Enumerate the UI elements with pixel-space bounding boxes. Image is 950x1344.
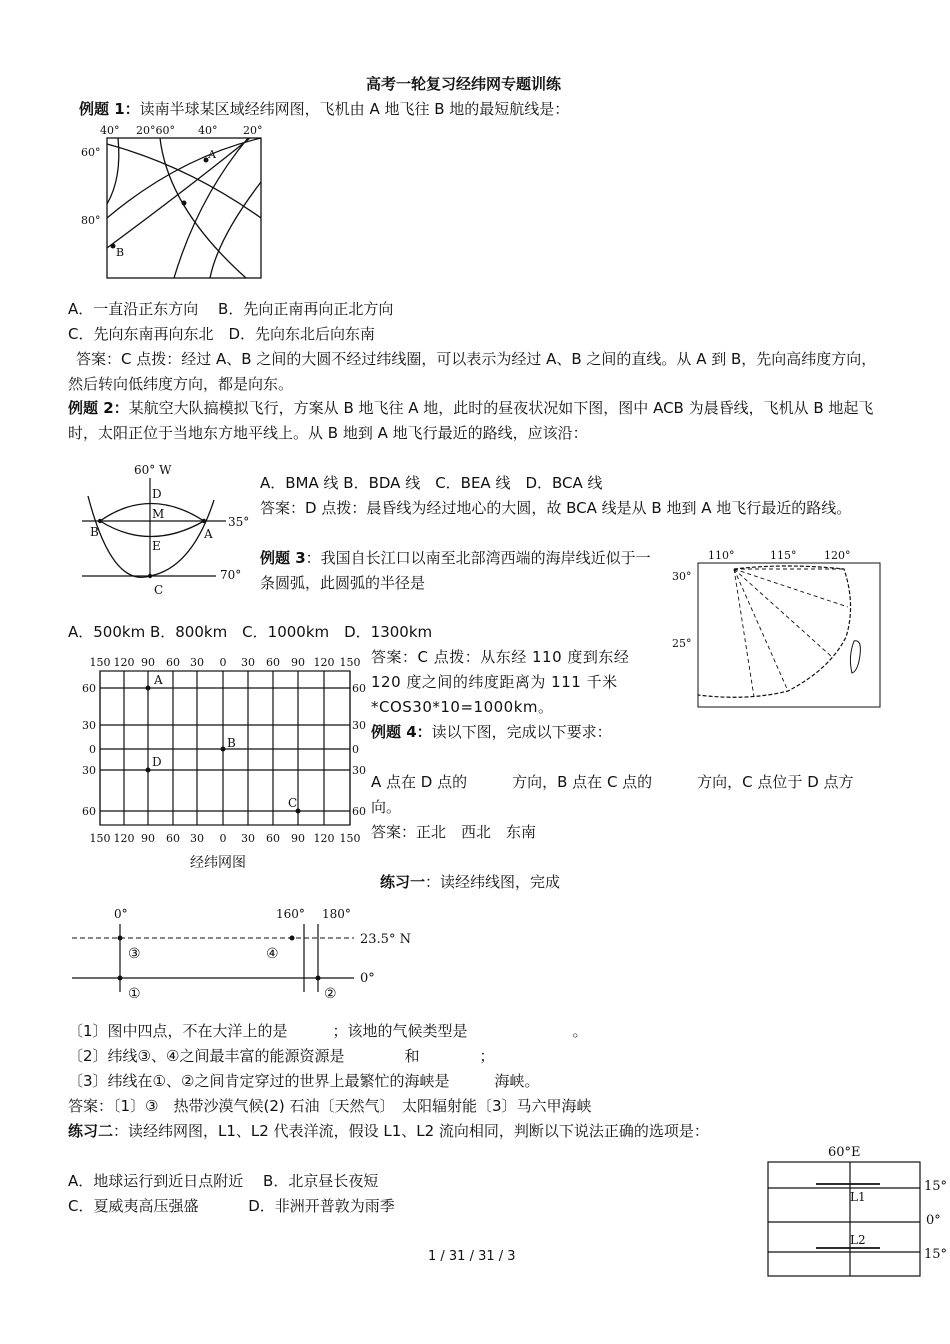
grid-lon-label-bottom: 90 bbox=[141, 832, 155, 845]
grid-caption: 经纬网图 bbox=[190, 855, 246, 871]
ex3-radius bbox=[734, 569, 832, 657]
grid-lat-label-right: 0 bbox=[352, 743, 359, 756]
ex2-label: C bbox=[154, 583, 164, 597]
practice-1-q2: 〔2〕纬线③、④之间最丰富的能源资源是 和 ； bbox=[68, 1047, 495, 1065]
grid-lon-label-top: 30 bbox=[241, 656, 255, 669]
example-1-options-2: C．先向东南再向东北 D．先向东北后向东南 bbox=[68, 325, 376, 343]
p1-point-2 bbox=[316, 976, 321, 981]
p1-lon-160: 160° bbox=[276, 907, 305, 921]
practice-2-text: ：读经纬网图，L1、L2 代表洋流，假设 L1、L2 流向相同，判断以下说法正确的选项是： bbox=[113, 1122, 709, 1140]
ex1-lon-label: 20° bbox=[243, 124, 263, 137]
ex2-label: 70° bbox=[220, 568, 242, 582]
example-4-answer: 答案：正北 西北 东南 bbox=[371, 823, 537, 841]
example-4-label: 例题 4： bbox=[371, 723, 432, 741]
ex1-point-label: A bbox=[208, 148, 216, 161]
grid-lon-label-bottom: 120 bbox=[113, 832, 135, 845]
grid-lon-label-top: 120 bbox=[113, 656, 135, 669]
ex1-lat-label: 80° bbox=[81, 214, 101, 227]
grid-lat-label-right: 30 bbox=[352, 719, 366, 732]
grid-point-a bbox=[146, 686, 151, 691]
grid-lon-label-bottom: 150 bbox=[89, 832, 111, 845]
ex2-point-a bbox=[202, 519, 206, 523]
example-2-options: A．BMA 线 B．BDA 线 C．BEA 线 D．BCA 线 bbox=[260, 474, 603, 492]
p2-lat-label: 0° bbox=[926, 1213, 941, 1228]
ex2-label: M bbox=[152, 507, 165, 521]
ex1-parallel bbox=[107, 144, 261, 218]
ex2-label: A bbox=[204, 527, 213, 541]
ex1-point-b bbox=[111, 244, 116, 249]
grid-lat-label-left: 0 bbox=[89, 743, 96, 756]
example-3-options: A．500km B．800km C．1000km D．1300km bbox=[68, 623, 433, 641]
grid-lon-label-top: 60 bbox=[166, 656, 180, 669]
example-4-text: 读以下图，完成以下要求： bbox=[431, 723, 612, 741]
p1-lat-tropic: 23.5° N bbox=[360, 932, 411, 947]
grid-lat-label-left: 30 bbox=[82, 719, 96, 732]
grid-lon-label-bottom: 60 bbox=[266, 832, 280, 845]
grid-lon-label-bottom: 30 bbox=[241, 832, 255, 845]
example-3-label: 例题 3 bbox=[260, 549, 306, 567]
grid-lon-label-top: 0 bbox=[219, 656, 227, 669]
grid-lon-label-top: 60 bbox=[266, 656, 280, 669]
grid-lon-label-top: 90 bbox=[141, 656, 155, 669]
ex3-radius bbox=[734, 569, 754, 697]
practice-1-figure bbox=[72, 900, 432, 1004]
example-4-question bbox=[371, 721, 612, 743]
practice-1-question bbox=[380, 871, 560, 893]
practice-2-label: 练习二 bbox=[68, 1122, 114, 1140]
ex1-frame bbox=[107, 138, 261, 278]
practice-1-label: 练习一 bbox=[380, 873, 426, 891]
ex3-lat-label: 25° bbox=[672, 637, 692, 650]
p2-lon-label: 60°E bbox=[828, 1145, 861, 1160]
grid-lat-label-right: 60 bbox=[352, 805, 366, 818]
grid-lon-label-top: 30 bbox=[190, 656, 204, 669]
ex1-lon-label: 40° bbox=[100, 124, 120, 137]
example-2-figure bbox=[82, 458, 254, 598]
example-1-label: 例题 1： bbox=[79, 100, 140, 118]
grid-point-label: A bbox=[154, 673, 163, 687]
ex2-label: E bbox=[152, 539, 161, 553]
ex3-coastline bbox=[698, 566, 851, 697]
p1-lat-equator: 0° bbox=[360, 971, 375, 986]
ex3-radius bbox=[734, 569, 848, 607]
ex1-center-point bbox=[182, 201, 187, 206]
practice-2-question bbox=[68, 1120, 709, 1142]
p1-lon-0: 0° bbox=[114, 907, 128, 921]
grid-lon-label-bottom: 60 bbox=[166, 832, 180, 845]
example-1-answer: 答案：C 点拨：经过 A、B 之间的大圆不经过纬线圈，可以表示为经过 A、B 之间的直线。从 A 到 B，先向高纬度方向，然后转向低纬度方向，都是向东。 bbox=[68, 350, 877, 393]
grid-point-b bbox=[221, 747, 226, 752]
ex1-lon-label: 20°60° bbox=[136, 124, 175, 137]
grid-lon-label-bottom: 150 bbox=[339, 832, 361, 845]
example-1-figure bbox=[78, 118, 278, 288]
p1-mark-2: ② bbox=[324, 986, 337, 1002]
ex1-meridian bbox=[210, 182, 261, 278]
grid-point-label: D bbox=[152, 755, 162, 769]
grid-lon-label-bottom: 30 bbox=[190, 832, 204, 845]
example-1-text: 读南半球某区域经纬网图，飞机由 A 地飞往 B 地的最短航线是： bbox=[139, 100, 570, 118]
example-2-text: 某航空大队搞模拟飞行，方案从 B 地飞往 A 地，此时的昼夜状况如下图，图中 ACB 为晨昏线，飞机从 B 地起飞时，太阳正位于当地东方地平线上。从 B 地到 A 地飞行最近的路线，应该沿： bbox=[68, 399, 874, 442]
ex3-lat-label: 30° bbox=[672, 570, 692, 583]
grid-lat-label-right: 30 bbox=[352, 764, 366, 777]
p2-lat-label: 15° bbox=[924, 1179, 948, 1194]
ex1-meridian bbox=[107, 138, 119, 204]
ex1-lon-label: 40° bbox=[198, 124, 218, 137]
ex3-frame bbox=[698, 563, 880, 707]
grid-lat-label-right: 60 bbox=[352, 682, 366, 695]
page-footer: 1 / 31 / 31 / 3 bbox=[428, 1249, 516, 1264]
grid-lon-label-top: 150 bbox=[89, 656, 111, 669]
grid-lon-label-bottom: 0 bbox=[219, 832, 227, 845]
grid-lat-label-left: 60 bbox=[82, 805, 96, 818]
practice-1-q3: 〔3〕纬线在①、②之间肯定穿过的世界上最繁忙的海峡是 海峡。 bbox=[68, 1072, 540, 1090]
example-4-blanks: A 点在 D 点的 方向，B 点在 C 点的 方向，C 点位于 D 点方向。 bbox=[371, 773, 854, 816]
p2-lat-label: 15° bbox=[924, 1247, 948, 1262]
ex2-point-b bbox=[98, 519, 102, 523]
ex2-point-c bbox=[148, 574, 152, 578]
example-1-options-1: A．一直沿正东方向 B．先向正南再向正北方向 bbox=[68, 300, 394, 318]
grid-lon-label-top: 90 bbox=[291, 656, 305, 669]
practice-2-options-2: C．夏威夷高压强盛 D．非洲开普敦为雨季 bbox=[68, 1197, 395, 1215]
grid-lat-label-left: 60 bbox=[82, 682, 96, 695]
example-3-figure bbox=[668, 545, 884, 713]
ex3-lon-label: 115° bbox=[770, 549, 797, 562]
p1-point-3 bbox=[118, 936, 123, 941]
p2-l2-label: L2 bbox=[850, 1233, 866, 1247]
grid-point-d bbox=[146, 768, 151, 773]
example-1-question bbox=[79, 98, 569, 120]
p1-point-1 bbox=[118, 976, 123, 981]
ex3-lon-label: 120° bbox=[824, 549, 851, 562]
page-title: 高考一轮复习经纬网专题训练 bbox=[366, 75, 562, 93]
p1-mark-3: ③ bbox=[128, 946, 141, 962]
ex1-point-label: B bbox=[116, 246, 125, 259]
practice-1-answer: 答案：〔1〕③ 热带沙漠气候(2) 石油〔天然气〕 太阳辐射能〔3〕马六甲海峡 bbox=[68, 1097, 592, 1115]
practice-1-q1: 〔1〕图中四点，不在大洋上的是 ；该地的气候类型是 。 bbox=[68, 1022, 588, 1040]
p1-mark-4: ④ bbox=[266, 946, 279, 962]
p2-frame bbox=[768, 1162, 920, 1276]
ex3-lon-label: 110° bbox=[708, 549, 735, 562]
ex3-radius bbox=[734, 569, 788, 691]
grid-lat-label-left: 30 bbox=[82, 764, 96, 777]
example-3-answer: 答案：C 点拨：从东经 110 度到东经 120 度之间的纬度距离为 111 千米*COS30*10=1000km。 bbox=[371, 648, 630, 716]
ex1-meridian bbox=[160, 138, 246, 278]
practice-2-figure bbox=[766, 1140, 946, 1280]
p1-mark-1: ① bbox=[128, 986, 141, 1002]
p1-lon-180: 180° bbox=[322, 907, 351, 921]
practice-1-text: ：读经纬线图，完成 bbox=[425, 873, 561, 891]
grid-lon-label-bottom: 90 bbox=[291, 832, 305, 845]
example-2-question bbox=[68, 396, 884, 446]
practice-2-options-1: A．地球运行到近日点附近 B．北京昼长夜短 bbox=[68, 1172, 379, 1190]
ex3-island bbox=[850, 641, 860, 673]
p1-point-4 bbox=[290, 936, 295, 941]
grid-lon-label-bottom: 120 bbox=[313, 832, 335, 845]
ex2-label: B bbox=[90, 525, 99, 539]
ex2-label: 60° W bbox=[134, 463, 172, 477]
p2-l1-label: L1 bbox=[850, 1190, 866, 1204]
example-2-label: 例题 2： bbox=[68, 399, 129, 417]
grid-figure bbox=[82, 654, 368, 876]
grid-point-label: C bbox=[288, 796, 298, 810]
ex2-label: 35° bbox=[228, 515, 250, 529]
example-3-question bbox=[260, 546, 660, 596]
ex1-lat-label: 60° bbox=[81, 146, 101, 159]
grid-point-label: B bbox=[227, 736, 236, 750]
grid-lon-label-top: 120 bbox=[313, 656, 335, 669]
ex2-label: D bbox=[152, 487, 162, 501]
example-3-text: ：我国自长江口以南至北部湾西端的海岸线近似于一条圆弧，此圆弧的半径是 bbox=[260, 549, 651, 592]
ex2-arc-lower bbox=[100, 521, 204, 537]
example-2-answer: 答案：D 点拨：晨昏线为经过地心的大圆，故 BCA 线是从 B 地到 A 地飞行最近的路线。 bbox=[260, 499, 852, 517]
grid-lon-label-top: 150 bbox=[339, 656, 361, 669]
